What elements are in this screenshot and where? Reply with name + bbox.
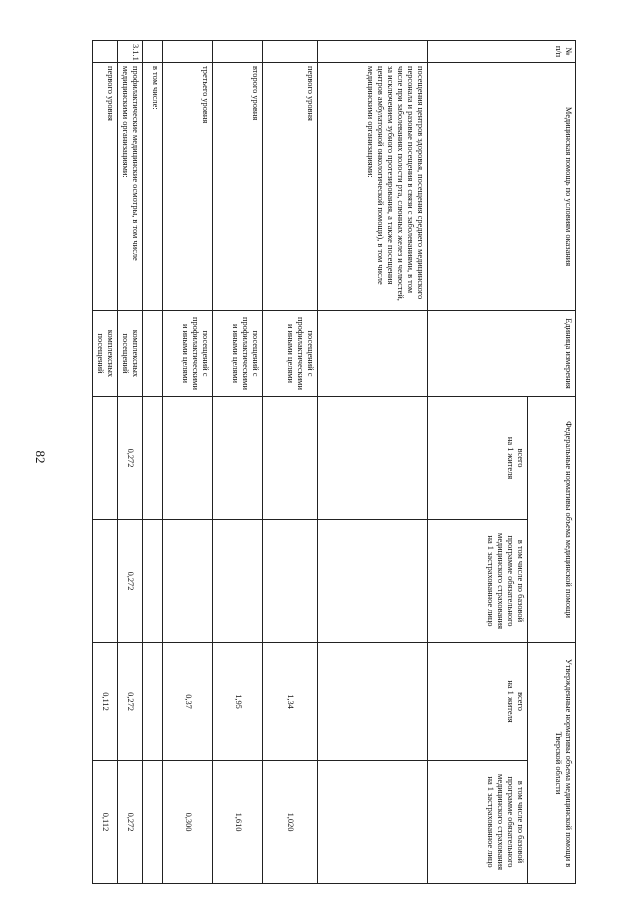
cell-no	[143, 41, 163, 63]
cell-fed-oms	[263, 520, 318, 643]
cell-desc: в том числе:	[143, 63, 163, 311]
cell-app-total: 0,112	[92, 643, 117, 761]
cell-app-oms: 1,020	[263, 761, 318, 884]
subheader-federal-total: всего на 1 жителя	[428, 397, 528, 520]
header-approved: Утвержденные нормативы объема медицинской помощи в Тверской области	[528, 643, 576, 884]
table-row	[117, 41, 142, 884]
subheader-federal-oms: в том числе по базовой программе обязательного медицинского страхования на 1 застрахованное лицо	[428, 520, 528, 643]
cell-app-oms: 0,112	[92, 761, 117, 884]
cell-no	[163, 41, 213, 63]
cell-no: 3.1.1	[117, 41, 142, 63]
cell-unit: посещений с профилактическими и иными целями	[213, 311, 263, 397]
cell-fed-oms	[92, 520, 117, 643]
cell-unit: посещений с профилактическими и иными целями	[163, 311, 213, 397]
cell-fed-oms	[163, 520, 213, 643]
cell-fed-oms	[213, 520, 263, 643]
cell-unit: комплексных посещений	[92, 311, 117, 397]
cell-unit: посещений с профилактическими и иными целями	[263, 311, 318, 397]
table-row	[263, 41, 318, 884]
cell-app-oms: 0,272	[117, 761, 142, 884]
cell-unit	[318, 311, 428, 397]
subheader-approved-oms: в том числе по базовой программе обязательного медицинского страхования на 1 застрахованное лицо	[428, 761, 528, 884]
cell-fed-oms: 0,272	[117, 520, 142, 643]
cell-desc: третьего уровня	[163, 63, 213, 311]
header-medical-care: Медицинская помощь по условиям оказания	[428, 63, 576, 311]
cell-desc: первого уровня	[92, 63, 117, 311]
cell-fed-oms	[318, 520, 428, 643]
cell-app-total	[143, 643, 163, 761]
cell-fed-oms	[143, 520, 163, 643]
cell-desc: второго уровня	[213, 63, 263, 311]
cell-fed-total	[163, 397, 213, 520]
cell-no	[92, 41, 117, 63]
medical-volume-table	[92, 40, 576, 884]
cell-app-total: 1,34	[263, 643, 318, 761]
cell-fed-total	[213, 397, 263, 520]
cell-app-total: 1,95	[213, 643, 263, 761]
table-frame	[97, 40, 576, 883]
cell-desc: посещения центров здоровья, посещения среднего медицинского персонала и разовые посещения в связи с заболеваниями, в том числе при заболеваниях полости рта, слюнных желез и челюстей, за исключением зубного протезирования, а также посещения центров амбулаторной онкологической помощи), в том числе медицинскими организациями:	[318, 63, 428, 311]
header-unit: Единица измерения	[428, 311, 576, 397]
cell-no	[318, 41, 428, 63]
cell-desc: профилактические медицинские осмотры, в том числе медицинскими организациями:	[117, 63, 142, 311]
cell-fed-total: 0,272	[117, 397, 142, 520]
cell-unit	[143, 311, 163, 397]
rotated-landscape-page	[97, 40, 576, 883]
cell-app-oms	[318, 761, 428, 884]
cell-app-oms: 1,610	[213, 761, 263, 884]
table-row	[143, 41, 163, 884]
cell-app-total: 0,37	[163, 643, 213, 761]
cell-desc: первого уровня	[263, 63, 318, 311]
header-federal: Федеральные нормативы объема медицинской помощи	[528, 397, 576, 643]
subheader-approved-total: всего на 1 жителя	[428, 643, 528, 761]
page-number: 82	[33, 450, 48, 464]
cell-app-total: 0,272	[117, 643, 142, 761]
table-row	[318, 41, 428, 884]
table-row	[92, 41, 117, 884]
cell-app-oms	[143, 761, 163, 884]
cell-app-oms: 0,300	[163, 761, 213, 884]
table-row	[213, 41, 263, 884]
cell-unit: комплексных посещений	[117, 311, 142, 397]
cell-fed-total	[92, 397, 117, 520]
cell-fed-total	[318, 397, 428, 520]
cell-no	[263, 41, 318, 63]
table-row	[163, 41, 213, 884]
cell-fed-total	[263, 397, 318, 520]
header-no: № п/п	[428, 41, 576, 63]
cell-app-total	[318, 643, 428, 761]
cell-no	[213, 41, 263, 63]
cell-fed-total	[143, 397, 163, 520]
